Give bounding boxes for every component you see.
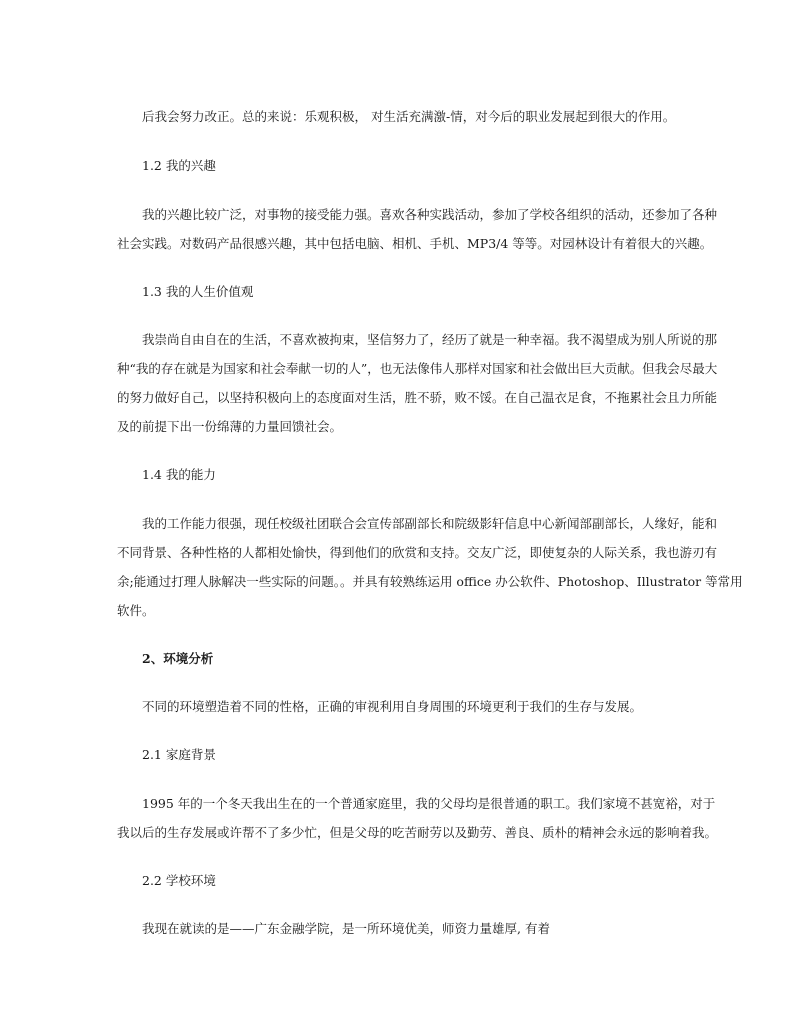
paragraph-line: 我崇尚自由自在的生活，不喜欢被拘束，坚信努力了，经历了就是一种幸福。我不渴望成为别人所说的那: [142, 332, 718, 347]
section-heading: 2.2 学校环境: [142, 873, 216, 888]
paragraph-line: 的努力做好自己，以坚持积极向上的态度面对生活，胜不骄，败不馁。在自己温衣足食，不拖累社会且力所能: [117, 390, 718, 405]
paragraph-line: 社会实践。对数码产品很感兴趣，其中包括电脑、相机、手机、MP3/4 等等。对园林设计有着很大的兴趣。: [117, 236, 713, 251]
paragraph-line: 我的兴趣比较广泛，对事物的接受能力强。喜欢各种实践活动，参加了学校各组织的活动，还参加了各种: [142, 207, 718, 222]
paragraph-line: 我现在就读的是——广东金融学院，是一所环境优美，师资力量雄厚, 有着: [142, 921, 550, 936]
paragraph-line: 我的工作能力很强，现任校级社团联合会宣传部副部长和院级影轩信息中心新闻部副部长，人缘好，能和: [142, 516, 718, 531]
section-heading: 2.1 家庭背景: [142, 747, 216, 762]
paragraph-line: 不同的环境塑造着不同的性格，正确的审视利用自身周围的环境更利于我们的生存与发展。: [142, 699, 643, 714]
paragraph-line: 种“我的存在就是为国家和社会奉献一切的人”，也无法像伟人那样对国家和社会做出巨大贡献。但我会尽最大: [117, 361, 718, 376]
chapter-heading: 2、环境分析: [142, 651, 214, 666]
paragraph-line: 软件。: [117, 603, 155, 618]
paragraph-line: 余;能通过打理人脉解决一些实际的问题。。并具有较熟练运用 office 办公软件、Photoshop、Illustrator 等常用: [117, 574, 743, 589]
paragraph-line: 我以后的生存发展或许帮不了多少忙，但是父母的吃苦耐劳以及勤劳、善良、质朴的精神会永远的影响着我。: [117, 825, 718, 840]
paragraph-line: 及的前提下出一份绵薄的力量回馈社会。: [117, 419, 343, 434]
paragraph-line: 不同背景、各种性格的人都相处愉快，得到他们的欣赏和支持。交友广泛，即使复杂的人际关系，我也游刃有: [117, 545, 718, 560]
section-heading: 1.4 我的能力: [142, 467, 216, 482]
paragraph-line: 后我会努力改正。总的来说：乐观积极， 对生活充满激-情，对今后的职业发展起到很大的作用。: [142, 109, 676, 124]
section-heading: 1.3 我的人生价值观: [142, 284, 254, 299]
paragraph-line: 1995 年的一个冬天我出生在的一个普通家庭里，我的父母均是很普通的职工。我们家境不甚宽裕，对于: [142, 796, 716, 811]
section-heading: 1.2 我的兴趣: [142, 158, 216, 173]
